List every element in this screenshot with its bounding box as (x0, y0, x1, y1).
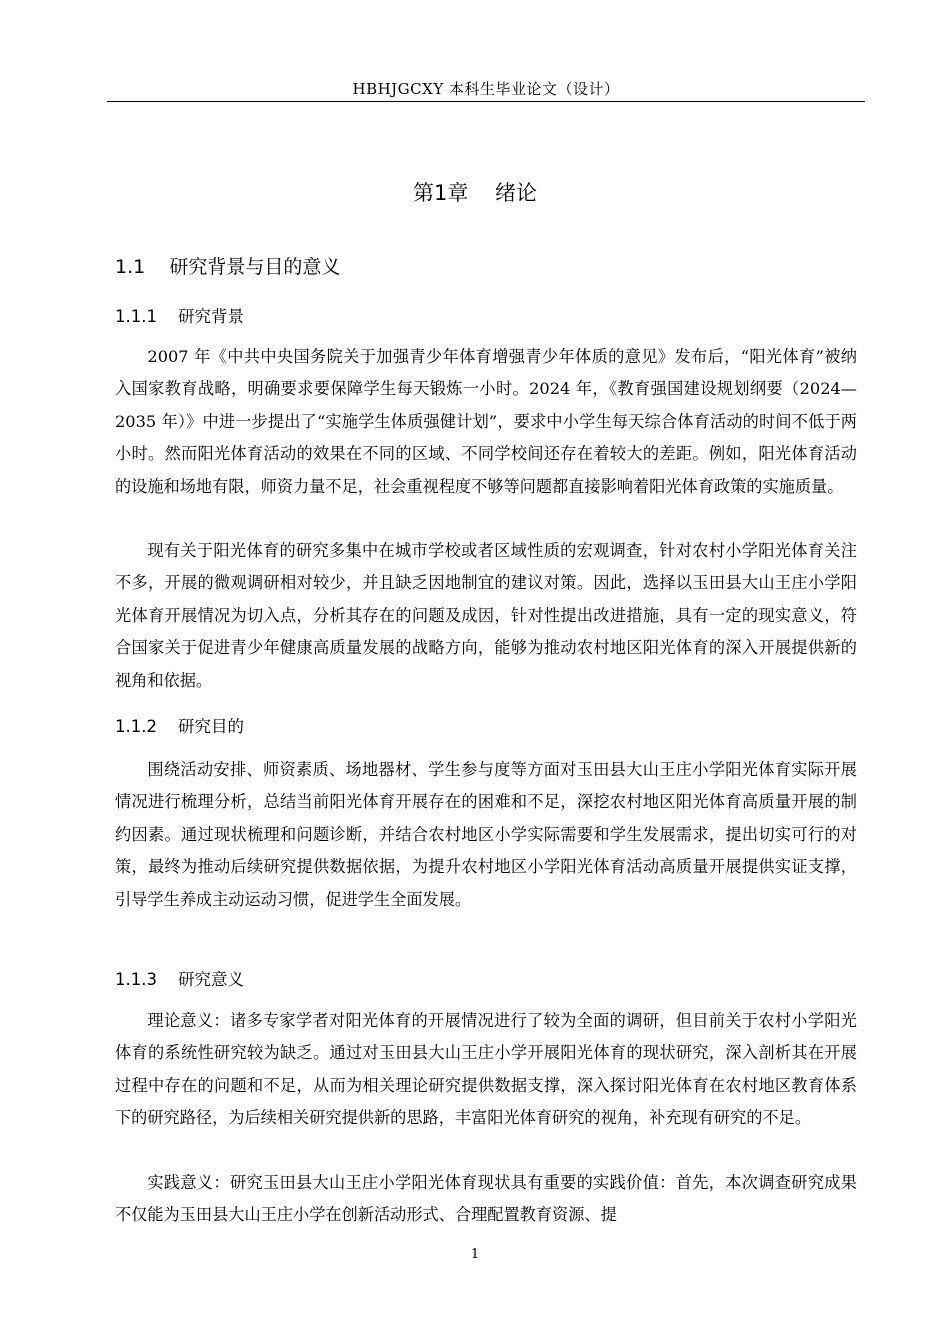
running-header: HBHJGCXY 本科生毕业论文（设计） (352, 80, 620, 98)
body-paragraph: 现有关于阳光体育的研究多集中在城市学校或者区域性质的宏观调查，针对农村小学阳光体育关注不多，开展的微观调研相对较少，并且缺乏因地制宜的建议对策。因此，选择以玉田县大山王庄小学阳光体育开展情况为切入点，分析其存在的问题及成因，针对性提出改进措施，具有一定的现实意义，符合国家关于促进青少年健康高质量发展的战略方向，能够为推动农村地区阳光体育的深入开展提供新的视角和依据。 (115, 541, 857, 690)
section-heading-1-1: 1.1 研究背景与目的意义 (115, 256, 341, 278)
subsection-heading-1-1-2: 1.1.2 研究目的 (115, 717, 244, 736)
header-divider (107, 101, 865, 102)
body-paragraph: 理论意义：诸多专家学者对阳光体育的开展情况进行了较为全面的调研，但目前关于农村小学阳光体育的系统性研究较为缺乏。通过对玉田县大山王庄小学开展阳光体育的现状研究，深入剖析其在开展过程中存在的问题和不足，从而为相关理论研究提供数据支撑，深入探讨阳光体育在农村地区教育体系下的研究路径，为后续相关研究提供新的思路，丰富阳光体育研究的视角，补充现有研究的不足。 (115, 1011, 857, 1128)
body-paragraph: 围绕活动安排、师资素质、场地器材、学生参与度等方面对玉田县大山王庄小学阳光体育实际开展情况进行梳理分析，总结当前阳光体育开展存在的困难和不足，深挖农村地区阳光体育高质量开展的制约因素。通过现状梳理和问题诊断，并结合农村地区小学实际需要和学生发展需求，提出切实可行的对策，最终为推动后续研究提供数据依据，为提升农村地区小学阳光体育活动高质量开展提供实证支撑，引导学生养成主动运动习惯，促进学生全面发展。 (115, 760, 857, 909)
page-number: 1 (470, 1247, 480, 1262)
body-paragraph: 2007 年《中共中央国务院关于加强青少年体育增强青少年体质的意见》发布后，“阳光体育”被纳入国家教育战略，明确要求要保障学生每天锻炼一小时。2024 年，《教育强国建设规划纲要（2024—2035 年）》中进一步提出了“实施学生体质强健计划”，要求中小学生每天综合体育活动的时间不低于两小时。然而阳光体育活动的效果在不同的区域、不同学校间还存在着较大的差距。例如，阳光体育活动的设施和场地有限，师资力量不足，社会重视程度不够等问题都直接影响着阳光体育政策的实施质量。 (115, 347, 857, 496)
subsection-heading-1-1-3: 1.1.3 研究意义 (115, 970, 244, 989)
chapter-title: 第1章 绪论 (412, 181, 538, 205)
subsection-heading-1-1-1: 1.1.1 研究背景 (115, 307, 244, 326)
body-paragraph: 实践意义：研究玉田县大山王庄小学阳光体育现状具有重要的实践价值：首先，本次调查研究成果不仅能为玉田县大山王庄小学在创新活动形式、合理配置教育资源、提 (115, 1173, 857, 1225)
